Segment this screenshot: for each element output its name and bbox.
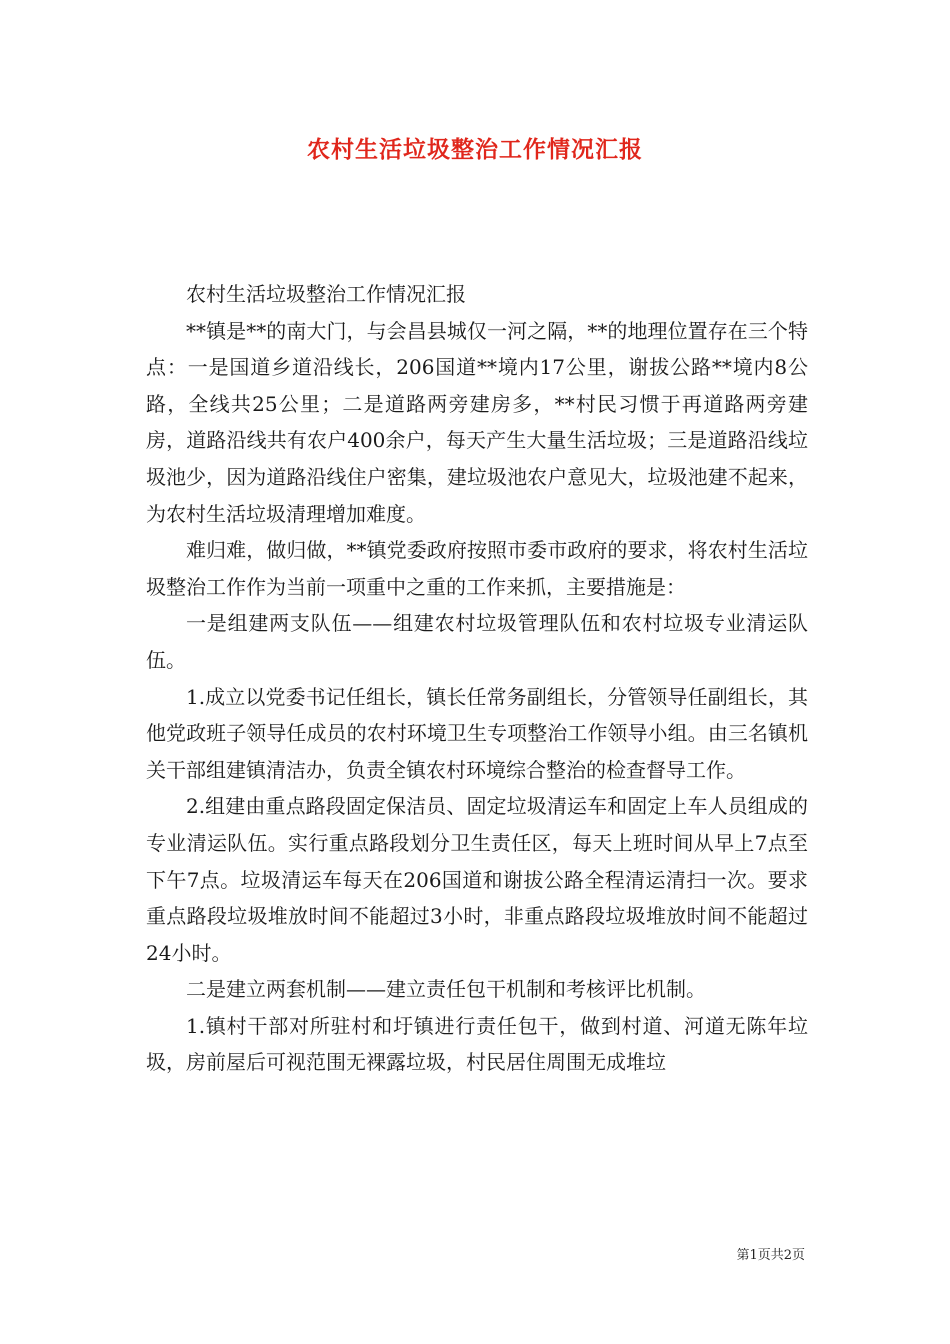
page-number: 第1页共2页 xyxy=(736,1248,805,1263)
paragraph: 1.成立以党委书记任组长，镇长任常务副组长，分管领导任副组长，其他党政班子领导任成员的农村环境卫生专项整治工作领导小组。由三名镇机关干部组建镇清洁办，负责全镇农村环境综合整治的检查督导工作。 xyxy=(146,684,808,782)
paragraph: 难归难，做归做，**镇党委政府按照市委市政府的要求，将农村生活垃圾整治工作作为当前一项重中之重的工作来抓，主要措施是： xyxy=(146,538,808,599)
paragraph: 一是组建两支队伍——组建农村垃圾管理队伍和农村垃圾专业清运队伍。 xyxy=(146,611,808,672)
paragraph: 农村生活垃圾整治工作情况汇报 xyxy=(186,282,466,306)
paragraph: 1.镇村干部对所驻村和圩镇进行责任包干，做到村道、河道无陈年垃圾，房前屋后可视范围无裸露垃圾，村民居住周围无成堆垃 xyxy=(146,1013,808,1075)
paragraph: 二是建立两套机制——建立责任包干机制和考核评比机制。 xyxy=(186,977,706,1002)
document-body xyxy=(146,276,808,1081)
document-title: 农村生活垃圾整治工作情况汇报 xyxy=(307,136,643,163)
paragraph: 2.组建由重点路段固定保洁员、固定垃圾清运车和固定上车人员组成的专业清运队伍。实行重点路段划分卫生责任区，每天上班时间从早上7点至下午7点。垃圾清运车每天在206国道和谢拔公路全程清运清扫一次。要求重点路段垃圾堆放时间不能超过3小时，非重点路段垃圾堆放时间不能超过24小时。 xyxy=(146,794,808,965)
paragraph: **镇是**的南大门，与会昌县城仅一河之隔，**的地理位置存在三个特点：一是国道乡道沿线长，206国道**境内17公里，谢拔公路**境内8公路，全线共25公里；二是道路两旁建房多，**村民习惯于再道路两旁建房，道路沿线共有农户400余户，每天产生大量生活垃圾；三是道路沿线垃圾池少，因为道路沿线住户密集，建垃圾池农户意见大，垃圾池建不起来，为农村生活垃圾清理增加难度。 xyxy=(146,318,808,526)
